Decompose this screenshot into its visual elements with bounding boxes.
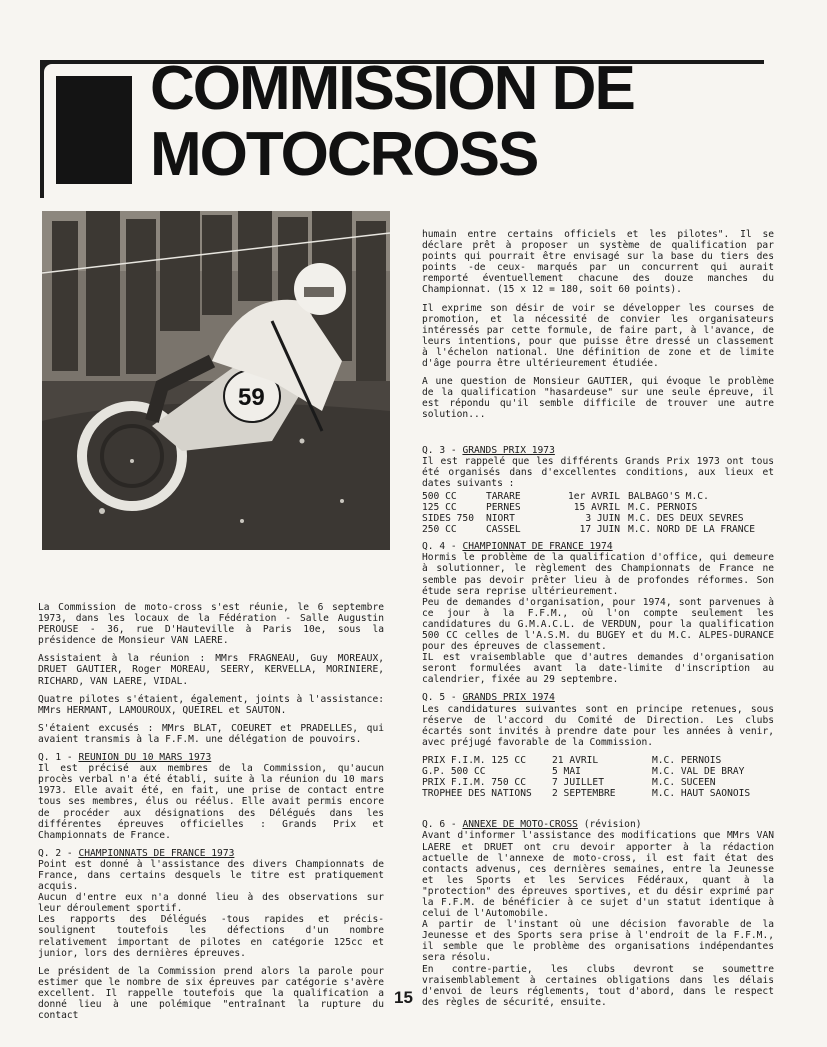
continuation-3: A une question de Monsieur GAUTIER, qui évoque le problème de la qualification "hasardeuse" sur une seule épreuve, il est répondu qu'il semble difficile de trouver une autre solution... [422,376,774,421]
q5-prefix: Q. 5 - [422,692,463,704]
table-cell: BALBAGO'S M.C. [628,490,709,502]
table-row [422,513,755,524]
q1-title: REUNION DU 10 MARS 1973 [78,752,212,764]
table-cell: M.C. DES DEUX SEVRES [628,513,744,525]
q4-text-3: IL est vraisemblable que d'autres demandes d'organisation seront formulées avant la date-limite d'inscription au calendrier, fixée au 29 septembre. [422,652,774,686]
page-number: 15 [394,988,413,1007]
q2-title: CHAMPIONNATS DE FRANCE 1973 [78,847,235,859]
table-cell: M.C. PERNOIS [652,754,722,766]
q3-heading [422,445,774,456]
continuation-1: humain entre certains officiels et les pilotes". Il se déclare prêt à proposer un système de qualification par points qui pourrait être envisagé sur la base du tiers des points -de ceux- marqués par un concurrent qui aurait remporté éventuellement chacune des douze manches du Championnat. (15 x 12 = 180, soit 60 points). [422,229,774,296]
q3-text: Il est rappelé que les différents Grands Prix 1973 ont tous été organisés dans d'excellentes conditions, aux lieux et dates suivants : [422,455,774,489]
q6-suffix: (révision) [577,819,642,831]
gp-1973-table [422,491,755,535]
q1-heading [38,752,384,763]
motocross-photo [42,211,390,550]
table-row [422,755,750,766]
table-cell: 500 CC [422,490,457,502]
q6-prefix: Q. 6 - [422,819,463,831]
table-row [422,788,750,799]
table-cell: TARARE [486,490,521,502]
q4-prefix: Q. 4 - [422,541,463,553]
q4-heading [422,541,774,552]
q6-title: ANNEXE DE MOTO-CROSS [462,819,578,831]
title-black-square [56,76,132,184]
table-cell: M.C. PERNOIS [628,501,698,513]
table-cell: PERNES [486,501,521,513]
gp-1974-table [422,755,750,799]
pilots-paragraph: Quatre pilotes s'étaient, également, joints à l'assistance: MMrs HERMANT, LAMOUROUX, QUEIREL et SAUTON. [38,693,384,716]
table-cell: M.C. SUCEEN [652,777,716,789]
q5-heading [422,692,774,703]
q5-text: Les candidatures suivantes sont en principe retenues, sous réserve de l'accord du Comité de Direction. Les clubs écartés sont invités à prendre date pour les années à venir, avec préjugé favorable de la Commission. [422,703,774,748]
q2-prefix: Q. 2 - [38,847,79,859]
table-row [422,491,755,502]
attendees-paragraph: Assistaient à la réunion : MMrs FRAGNEAU, Guy MOREAUX, DRUET GAUTIER, Roger MOREAU, SEERY, KERVELLA, MORINIERE, RICHARD, VAN LAERE, VIDAL. [38,653,384,687]
table-cell: 5 MAI [552,766,581,778]
table-cell: 125 CC [422,501,457,513]
q2-text-1: Point est donné à l'assistance des divers Championnats de France, dans certains desquels le titre est pratiquement acquis. [38,858,384,893]
table-cell: CASSEL [486,524,521,536]
q1-text: Il est précisé aux membres de la Commission, qu'aucun procès verbal n'a été établi, suite à la réunion du 10 mars 1973. Elle avait été, en fait, une prise de contact entre tous ses membres, élus ou réélus. Elle avait permis encore de procéder aux désignations des Délégués dans les différentes épreuves officielles : Grands Prix et Championnats de France. [38,763,384,841]
q2-text-4: Le président de la Commission prend alors la parole pour estimer que le nombre de six épreuves par catégorie s'avère excellent. Il rappelle toutefois que la qualification a donné lieu à une polémique "entraînant la rupture du contact [38,965,384,1022]
table-cell: SIDES 750 [422,513,474,525]
table-cell: M.C. VAL DE BRAY [652,766,745,778]
intro-paragraph: La Commission de moto-cross s'est réunie, le 6 septembre 1973, dans les locaux de la Fédération - Salle Augustin PEROUSE - 36, rue D'Hauteville à Paris 10e, sous la présidence de Monsieur VAN LAERE. [38,602,384,647]
table-cell: 1er AVRIL [568,490,620,502]
q3-prefix: Q. 3 - [422,444,463,456]
table-cell: M.C. HAUT SAONOIS [652,788,751,800]
table-cell: 17 JUIN [579,524,620,536]
table-cell: TROPHEE DES NATIONS [422,788,532,800]
q6-text-1: Avant d'informer l'assistance des modifications que MMrs VAN LAERE et DRUET ont cru devoir apporter à la rédaction actuelle de l'annexe de moto-cross, il est fait état des contacts advenus, ces dernières semaines, entre la Jeunesse et les Sports et les Services Fédéraux, quant à la "protection" des épreuves sportives, et du désir exprimé par la F.F.M. de bénéficier à ce sujet d'un statut identique à celui de l'Automobile. [422,830,774,920]
table-row [422,524,755,535]
left-column [38,602,384,1028]
continuation-2: Il exprime son désir de voir se développer les courses de promotion, et la nécessité de convier les organisateurs intéressés par cette formule, de faire part, à l'avance, de leurs intentions, pour que puisse être dressé un classement à l'échelon national. Une définition de zone et de limite d'âge pourra être ultérieurement étudiée. [422,302,774,370]
q3-title: GRANDS PRIX 1973 [462,444,555,456]
q5-title: GRANDS PRIX 1974 [462,692,555,704]
table-cell: M.C. NORD DE LA FRANCE [628,524,756,536]
table-cell: 3 JUIN [585,513,620,525]
frame-rule-left [40,60,44,198]
table-cell: PRIX F.I.M. 750 CC [422,777,526,789]
q4-title: CHAMPIONNAT DE FRANCE 1974 [462,541,613,553]
motocross-rider-illustration [42,211,390,550]
table-cell: 21 AVRIL [552,754,599,766]
q2-heading [38,848,384,859]
table-cell: 2 SEPTEMBRE [552,788,616,800]
q1-prefix: Q. 1 - [38,752,79,764]
excused-paragraph: S'étaient excusés : MMrs BLAT, COEURET et PRADELLES, qui avaient transmis à la F.F.M. une délégation de pouvoirs. [38,722,384,745]
q4-text-1: Hormis le problème de la qualification d'office, qui demeure à solutionner, le règlement des Championnats de France ne semble pas devoir prêter lieu à de profondes réformes. Son étude sera reprise ultérieurement. [422,552,774,597]
title-line-1: COMMISSION DE [150,54,634,123]
q2-text-2: Aucun d'entre eux n'a donné lieu à des observations sur leur déroulement sportif. [38,892,384,915]
table-cell: PRIX F.I.M. 125 CC [422,754,526,766]
table-row [422,502,755,513]
table-cell: 250 CC [422,524,457,536]
table-row [422,777,750,788]
right-column [422,229,774,1015]
q4-text-2: Peu de demandes d'organisation, pour 1974, sont parvenues à ce jour à la F.F.M., où l'on compte seulement les candidatures du G.M.A.C.L. de VERDUN, pour la qualification 500 CC celles de l'A.S.M. du BUGEY et du M.C. ALPES-DURANCE pour des épreuves de classement. [422,596,774,653]
page-title [150,56,750,188]
q6-text-2: A partir de l'instant où une décision favorable de la Jeunesse et des Sports sera prise à l'endroit de la F.F.M., il semble que le problème des organisations indépendantes sera résolu. [422,919,774,964]
title-line-2: MOTOCROSS [150,120,538,189]
q2-text-3: Les rapports des Délégués -tous rapides et précis- soulignent toutefois les défections d'un nombre relativement important de pilotes en catégorie 125cc et junior, lors des dernières épreuves. [38,914,384,959]
table-cell: 7 JUILLET [552,777,604,789]
q6-text-3: En contre-partie, les clubs devront se soumettre vraisemblablement à certaines obligations dans les délais d'envoi de leurs réglements, tout d'abord, dans le respect des règles de sécurité, ensuite. [422,963,774,1008]
number-plate: 59 [238,384,265,411]
table-cell: 15 AVRIL [573,501,620,513]
table-cell: G.P. 500 CC [422,766,486,778]
q6-heading [422,819,774,830]
table-row [422,766,750,777]
table-cell: NIORT [486,513,515,525]
